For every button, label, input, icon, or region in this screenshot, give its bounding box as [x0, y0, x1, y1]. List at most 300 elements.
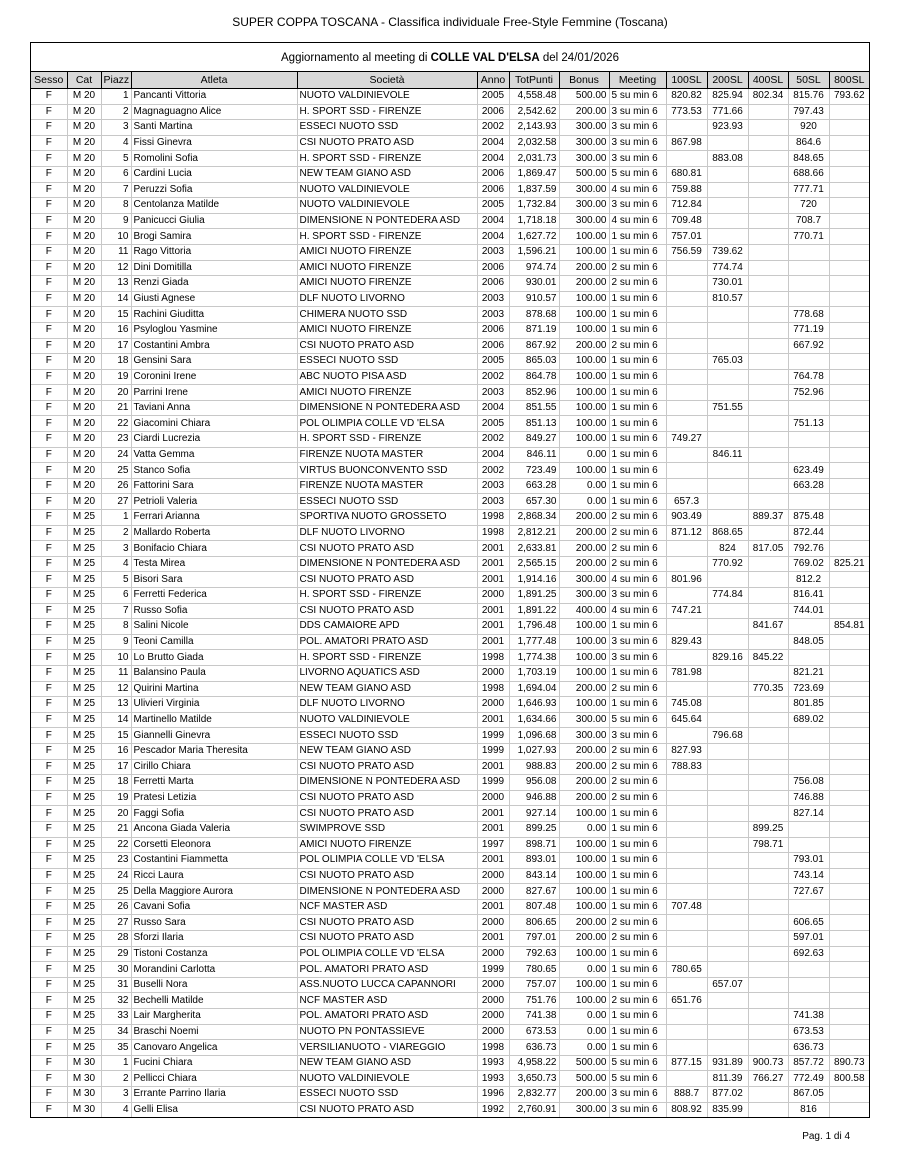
cell-meeting: 1 su min 6 [609, 322, 666, 338]
cell-societa: POL. AMATORI PRATO ASD [297, 962, 477, 978]
cell-800sl [829, 322, 869, 338]
column-header-meeting: Meeting [609, 72, 666, 89]
table-row [31, 104, 869, 120]
cell-piazz: 12 [101, 260, 131, 276]
cell-bonus: 100.00 [559, 369, 609, 385]
cell-100sl [666, 619, 707, 635]
table-row [31, 868, 869, 884]
cell-sesso: F [31, 946, 67, 962]
table-row [31, 665, 869, 681]
cell-100sl [666, 338, 707, 354]
cell-bonus: 300.00 [559, 1102, 609, 1117]
cell-totpunti: 757.07 [509, 977, 559, 993]
cell-piazz: 22 [101, 416, 131, 432]
cell-anno: 2001 [477, 619, 509, 635]
cell-800sl [829, 104, 869, 120]
cell-200sl [707, 369, 748, 385]
cell-800sl [829, 634, 869, 650]
table-row [31, 432, 869, 448]
cell-400sl [748, 697, 788, 713]
table-row [31, 790, 869, 806]
cell-meeting: 1 su min 6 [609, 369, 666, 385]
cell-cat: M 25 [67, 899, 101, 915]
document-title: SUPER COPPA TOSCANA - Classifica individuale Free-Style Femmine (Toscana) [232, 15, 668, 29]
cell-200sl [707, 182, 748, 198]
cell-400sl [748, 899, 788, 915]
cell-societa: CHIMERA NUOTO SSD [297, 307, 477, 323]
cell-100sl [666, 369, 707, 385]
cell-totpunti: 1,732.84 [509, 198, 559, 214]
cell-400sl [748, 369, 788, 385]
cell-atleta: Dini Domitilla [131, 260, 297, 276]
cell-anno: 2000 [477, 946, 509, 962]
cell-piazz: 18 [101, 775, 131, 791]
cell-bonus: 300.00 [559, 213, 609, 229]
cell-cat: M 20 [67, 276, 101, 292]
cell-800sl [829, 213, 869, 229]
cell-societa: DIMENSIONE N PONTEDERA ASD [297, 884, 477, 900]
cell-200sl [707, 759, 748, 775]
cell-bonus: 200.00 [559, 790, 609, 806]
cell-bonus: 300.00 [559, 198, 609, 214]
cell-bonus: 200.00 [559, 775, 609, 791]
cell-cat: M 25 [67, 541, 101, 557]
cell-piazz: 29 [101, 946, 131, 962]
cell-sesso: F [31, 338, 67, 354]
cell-sesso: F [31, 1055, 67, 1071]
cell-100sl [666, 322, 707, 338]
cell-meeting: 1 su min 6 [609, 400, 666, 416]
cell-bonus: 200.00 [559, 931, 609, 947]
cell-totpunti: 636.73 [509, 1040, 559, 1056]
cell-bonus: 0.00 [559, 1024, 609, 1040]
cell-200sl [707, 821, 748, 837]
table-row [31, 478, 869, 494]
cell-800sl [829, 494, 869, 510]
cell-cat: M 25 [67, 634, 101, 650]
cell-anno: 2003 [477, 307, 509, 323]
cell-100sl: 867.98 [666, 135, 707, 151]
cell-piazz: 34 [101, 1024, 131, 1040]
cell-totpunti: 1,703.19 [509, 665, 559, 681]
cell-400sl [748, 463, 788, 479]
cell-bonus: 100.00 [559, 837, 609, 853]
cell-bonus: 100.00 [559, 868, 609, 884]
cell-sesso: F [31, 853, 67, 869]
cell-atleta: Quirini Martina [131, 681, 297, 697]
cell-bonus: 100.00 [559, 322, 609, 338]
cell-200sl [707, 853, 748, 869]
cell-100sl [666, 650, 707, 666]
cell-400sl [748, 1102, 788, 1117]
cell-cat: M 20 [67, 198, 101, 214]
cell-cat: M 20 [67, 229, 101, 245]
cell-400sl: 899.25 [748, 821, 788, 837]
cell-cat: M 20 [67, 494, 101, 510]
cell-meeting: 3 su min 6 [609, 135, 666, 151]
cell-meeting: 2 su min 6 [609, 681, 666, 697]
cell-societa: NEW TEAM GIANO ASD [297, 166, 477, 182]
cell-atleta: Gensini Sara [131, 354, 297, 370]
cell-atleta: Renzi Giada [131, 276, 297, 292]
cell-800sl [829, 307, 869, 323]
cell-piazz: 35 [101, 1040, 131, 1056]
table-row [31, 962, 869, 978]
cell-piazz: 19 [101, 369, 131, 385]
cell-anno: 2001 [477, 556, 509, 572]
cell-800sl [829, 338, 869, 354]
cell-anno: 2004 [477, 135, 509, 151]
cell-400sl [748, 385, 788, 401]
cell-anno: 2006 [477, 104, 509, 120]
table-row [31, 1087, 869, 1103]
cell-sesso: F [31, 931, 67, 947]
cell-50sl: 816.41 [788, 588, 829, 604]
cell-200sl [707, 135, 748, 151]
cell-cat: M 25 [67, 619, 101, 635]
table-row [31, 135, 869, 151]
cell-meeting: 2 su min 6 [609, 743, 666, 759]
cell-800sl [829, 1087, 869, 1103]
cell-cat: M 25 [67, 697, 101, 713]
cell-sesso: F [31, 821, 67, 837]
cell-50sl: 663.28 [788, 478, 829, 494]
cell-200sl: 774.84 [707, 588, 748, 604]
cell-atleta: Bechelli Matilde [131, 993, 297, 1009]
cell-meeting: 1 su min 6 [609, 291, 666, 307]
cell-anno: 2005 [477, 198, 509, 214]
cell-400sl [748, 198, 788, 214]
cell-sesso: F [31, 416, 67, 432]
cell-400sl [748, 993, 788, 1009]
cell-societa: NCF MASTER ASD [297, 899, 477, 915]
cell-totpunti: 4,558.48 [509, 89, 559, 105]
table-row [31, 151, 869, 167]
cell-sesso: F [31, 775, 67, 791]
cell-totpunti: 849.27 [509, 432, 559, 448]
cell-atleta: Taviani Anna [131, 400, 297, 416]
cell-50sl: 751.13 [788, 416, 829, 432]
cell-piazz: 13 [101, 276, 131, 292]
cell-anno: 2000 [477, 884, 509, 900]
table-row [31, 619, 869, 635]
cell-bonus: 100.00 [559, 977, 609, 993]
cell-sesso: F [31, 837, 67, 853]
cell-100sl: 645.64 [666, 712, 707, 728]
cell-cat: M 25 [67, 962, 101, 978]
cell-totpunti: 723.49 [509, 463, 559, 479]
cell-200sl [707, 775, 748, 791]
cell-anno: 2004 [477, 229, 509, 245]
cell-50sl: 867.05 [788, 1087, 829, 1103]
cell-100sl [666, 806, 707, 822]
cell-meeting: 1 su min 6 [609, 837, 666, 853]
cell-piazz: 20 [101, 385, 131, 401]
cell-50sl: 744.01 [788, 603, 829, 619]
cell-400sl: 766.27 [748, 1071, 788, 1087]
cell-800sl [829, 650, 869, 666]
cell-totpunti: 946.88 [509, 790, 559, 806]
cell-bonus: 100.00 [559, 806, 609, 822]
cell-100sl: 651.76 [666, 993, 707, 1009]
cell-100sl: 749.27 [666, 432, 707, 448]
cell-atleta: Lo Brutto Giada [131, 650, 297, 666]
cell-bonus: 200.00 [559, 556, 609, 572]
cell-400sl [748, 728, 788, 744]
cell-cat: M 20 [67, 369, 101, 385]
cell-800sl [829, 525, 869, 541]
cell-atleta: Centolanza Matilde [131, 198, 297, 214]
cell-societa: POL. AMATORI PRATO ASD [297, 634, 477, 650]
cell-sesso: F [31, 1102, 67, 1117]
cell-piazz: 23 [101, 432, 131, 448]
cell-50sl: 875.48 [788, 510, 829, 526]
cell-anno: 1999 [477, 728, 509, 744]
cell-anno: 2000 [477, 915, 509, 931]
cell-100sl: 707.48 [666, 899, 707, 915]
cell-sesso: F [31, 712, 67, 728]
cell-sesso: F [31, 588, 67, 604]
cell-totpunti: 871.19 [509, 322, 559, 338]
cell-atleta: Brogi Samira [131, 229, 297, 245]
cell-400sl [748, 354, 788, 370]
cell-piazz: 30 [101, 962, 131, 978]
cell-meeting: 3 su min 6 [609, 1087, 666, 1103]
cell-anno: 2005 [477, 89, 509, 105]
cell-100sl: 903.49 [666, 510, 707, 526]
cell-200sl [707, 962, 748, 978]
cell-anno: 2006 [477, 322, 509, 338]
cell-societa: ESSECI NUOTO SSD [297, 728, 477, 744]
table-row [31, 821, 869, 837]
cell-piazz: 17 [101, 338, 131, 354]
cell-piazz: 8 [101, 619, 131, 635]
cell-meeting: 1 su min 6 [609, 665, 666, 681]
cell-meeting: 1 su min 6 [609, 962, 666, 978]
cell-sesso: F [31, 541, 67, 557]
cell-sesso: F [31, 354, 67, 370]
cell-cat: M 20 [67, 432, 101, 448]
cell-atleta: Giannelli Ginevra [131, 728, 297, 744]
cell-cat: M 25 [67, 681, 101, 697]
cell-50sl: 756.08 [788, 775, 829, 791]
cell-sesso: F [31, 759, 67, 775]
cell-800sl [829, 244, 869, 260]
cell-societa: NEW TEAM GIANO ASD [297, 743, 477, 759]
cell-100sl [666, 821, 707, 837]
cell-bonus: 200.00 [559, 759, 609, 775]
cell-800sl [829, 1009, 869, 1025]
cell-100sl [666, 151, 707, 167]
cell-atleta: Ferrari Arianna [131, 510, 297, 526]
cell-cat: M 25 [67, 1040, 101, 1056]
cell-cat: M 20 [67, 182, 101, 198]
cell-cat: M 20 [67, 478, 101, 494]
cell-200sl: 770.92 [707, 556, 748, 572]
cell-meeting: 1 su min 6 [609, 884, 666, 900]
cell-cat: M 20 [67, 322, 101, 338]
cell-200sl: 883.08 [707, 151, 748, 167]
cell-50sl: 801.85 [788, 697, 829, 713]
cell-bonus: 500.00 [559, 1071, 609, 1087]
cell-anno: 1999 [477, 775, 509, 791]
cell-totpunti: 927.14 [509, 806, 559, 822]
cell-cat: M 20 [67, 135, 101, 151]
cell-piazz: 23 [101, 853, 131, 869]
cell-100sl: 657.3 [666, 494, 707, 510]
cell-800sl [829, 229, 869, 245]
cell-totpunti: 1,694.04 [509, 681, 559, 697]
column-header-bonus: Bonus [559, 72, 609, 89]
cell-cat: M 25 [67, 931, 101, 947]
cell-800sl [829, 478, 869, 494]
cell-200sl [707, 619, 748, 635]
cell-200sl: 877.02 [707, 1087, 748, 1103]
cell-800sl [829, 1024, 869, 1040]
cell-anno: 2006 [477, 260, 509, 276]
cell-200sl: 739.62 [707, 244, 748, 260]
cell-societa: POL OLIMPIA COLLE VD 'ELSA [297, 946, 477, 962]
cell-anno: 2006 [477, 166, 509, 182]
cell-50sl [788, 837, 829, 853]
table-row [31, 603, 869, 619]
cell-cat: M 20 [67, 213, 101, 229]
cell-bonus: 400.00 [559, 603, 609, 619]
cell-anno: 2001 [477, 806, 509, 822]
cell-100sl [666, 291, 707, 307]
cell-anno: 2001 [477, 759, 509, 775]
cell-anno: 1999 [477, 743, 509, 759]
cell-200sl [707, 1024, 748, 1040]
cell-totpunti: 843.14 [509, 868, 559, 884]
table-row [31, 1024, 869, 1040]
cell-50sl: 857.72 [788, 1055, 829, 1071]
cell-800sl [829, 432, 869, 448]
cell-400sl [748, 229, 788, 245]
cell-piazz: 10 [101, 650, 131, 666]
cell-atleta: Bonifacio Chiara [131, 541, 297, 557]
cell-200sl [707, 338, 748, 354]
cell-totpunti: 974.74 [509, 260, 559, 276]
cell-piazz: 17 [101, 759, 131, 775]
table-row [31, 588, 869, 604]
column-header-800sl: 800SL [829, 72, 869, 89]
cell-800sl [829, 166, 869, 182]
cell-800sl: 890.73 [829, 1055, 869, 1071]
table-row [31, 276, 869, 292]
cell-societa: NCF MASTER ASD [297, 993, 477, 1009]
table-row [31, 837, 869, 853]
cell-cat: M 20 [67, 166, 101, 182]
table-row [31, 743, 869, 759]
table-row [31, 853, 869, 869]
cell-piazz: 16 [101, 322, 131, 338]
cell-800sl [829, 572, 869, 588]
cell-anno: 2004 [477, 447, 509, 463]
cell-100sl: 808.92 [666, 1102, 707, 1117]
cell-piazz: 18 [101, 354, 131, 370]
cell-cat: M 25 [67, 884, 101, 900]
cell-sesso: F [31, 915, 67, 931]
cell-50sl: 815.76 [788, 89, 829, 105]
cell-400sl [748, 743, 788, 759]
cell-50sl [788, 993, 829, 1009]
cell-bonus: 300.00 [559, 151, 609, 167]
cell-atleta: Ferretti Marta [131, 775, 297, 791]
cell-piazz: 14 [101, 712, 131, 728]
cell-totpunti: 1,796.48 [509, 619, 559, 635]
cell-100sl [666, 837, 707, 853]
table-row [31, 775, 869, 791]
cell-totpunti: 741.38 [509, 1009, 559, 1025]
cell-totpunti: 2,812.21 [509, 525, 559, 541]
cell-cat: M 30 [67, 1071, 101, 1087]
cell-atleta: Rachini Giuditta [131, 307, 297, 323]
cell-meeting: 1 su min 6 [609, 494, 666, 510]
cell-sesso: F [31, 104, 67, 120]
cell-atleta: Braschi Noemi [131, 1024, 297, 1040]
cell-meeting: 2 su min 6 [609, 338, 666, 354]
cell-atleta: Santi Martina [131, 120, 297, 136]
cell-400sl [748, 338, 788, 354]
cell-societa: CSI NUOTO PRATO ASD [297, 338, 477, 354]
cell-meeting: 2 su min 6 [609, 931, 666, 947]
table-header-row [31, 72, 869, 89]
cell-800sl [829, 151, 869, 167]
cell-totpunti: 663.28 [509, 478, 559, 494]
cell-bonus: 100.00 [559, 619, 609, 635]
cell-50sl [788, 447, 829, 463]
cell-400sl: 798.71 [748, 837, 788, 853]
cell-atleta: Mallardo Roberta [131, 525, 297, 541]
cell-sesso: F [31, 369, 67, 385]
cell-anno: 2005 [477, 354, 509, 370]
cell-200sl [707, 837, 748, 853]
cell-cat: M 20 [67, 416, 101, 432]
cell-800sl [829, 853, 869, 869]
cell-societa: NUOTO VALDINIEVOLE [297, 712, 477, 728]
cell-piazz: 15 [101, 728, 131, 744]
cell-800sl [829, 759, 869, 775]
cell-800sl [829, 837, 869, 853]
table-row [31, 681, 869, 697]
cell-800sl [829, 993, 869, 1009]
cell-societa: DIMENSIONE N PONTEDERA ASD [297, 213, 477, 229]
cell-800sl [829, 884, 869, 900]
cell-sesso: F [31, 400, 67, 416]
cell-meeting: 1 su min 6 [609, 821, 666, 837]
cell-atleta: Cardini Lucia [131, 166, 297, 182]
cell-100sl: 871.12 [666, 525, 707, 541]
cell-200sl [707, 665, 748, 681]
cell-societa: CSI NUOTO PRATO ASD [297, 603, 477, 619]
cell-cat: M 20 [67, 385, 101, 401]
table-row [31, 89, 869, 105]
cell-cat: M 25 [67, 946, 101, 962]
cell-sesso: F [31, 244, 67, 260]
cell-meeting: 2 su min 6 [609, 525, 666, 541]
cell-atleta: Psyloglou Yasmine [131, 322, 297, 338]
cell-piazz: 2 [101, 525, 131, 541]
cell-400sl [748, 322, 788, 338]
cell-meeting: 1 su min 6 [609, 1009, 666, 1025]
cell-800sl [829, 447, 869, 463]
cell-bonus: 200.00 [559, 743, 609, 759]
cell-400sl [748, 1087, 788, 1103]
cell-totpunti: 1,646.93 [509, 697, 559, 713]
cell-societa: SWIMPROVE SSD [297, 821, 477, 837]
cell-societa: DDS CAMAIORE APD [297, 619, 477, 635]
